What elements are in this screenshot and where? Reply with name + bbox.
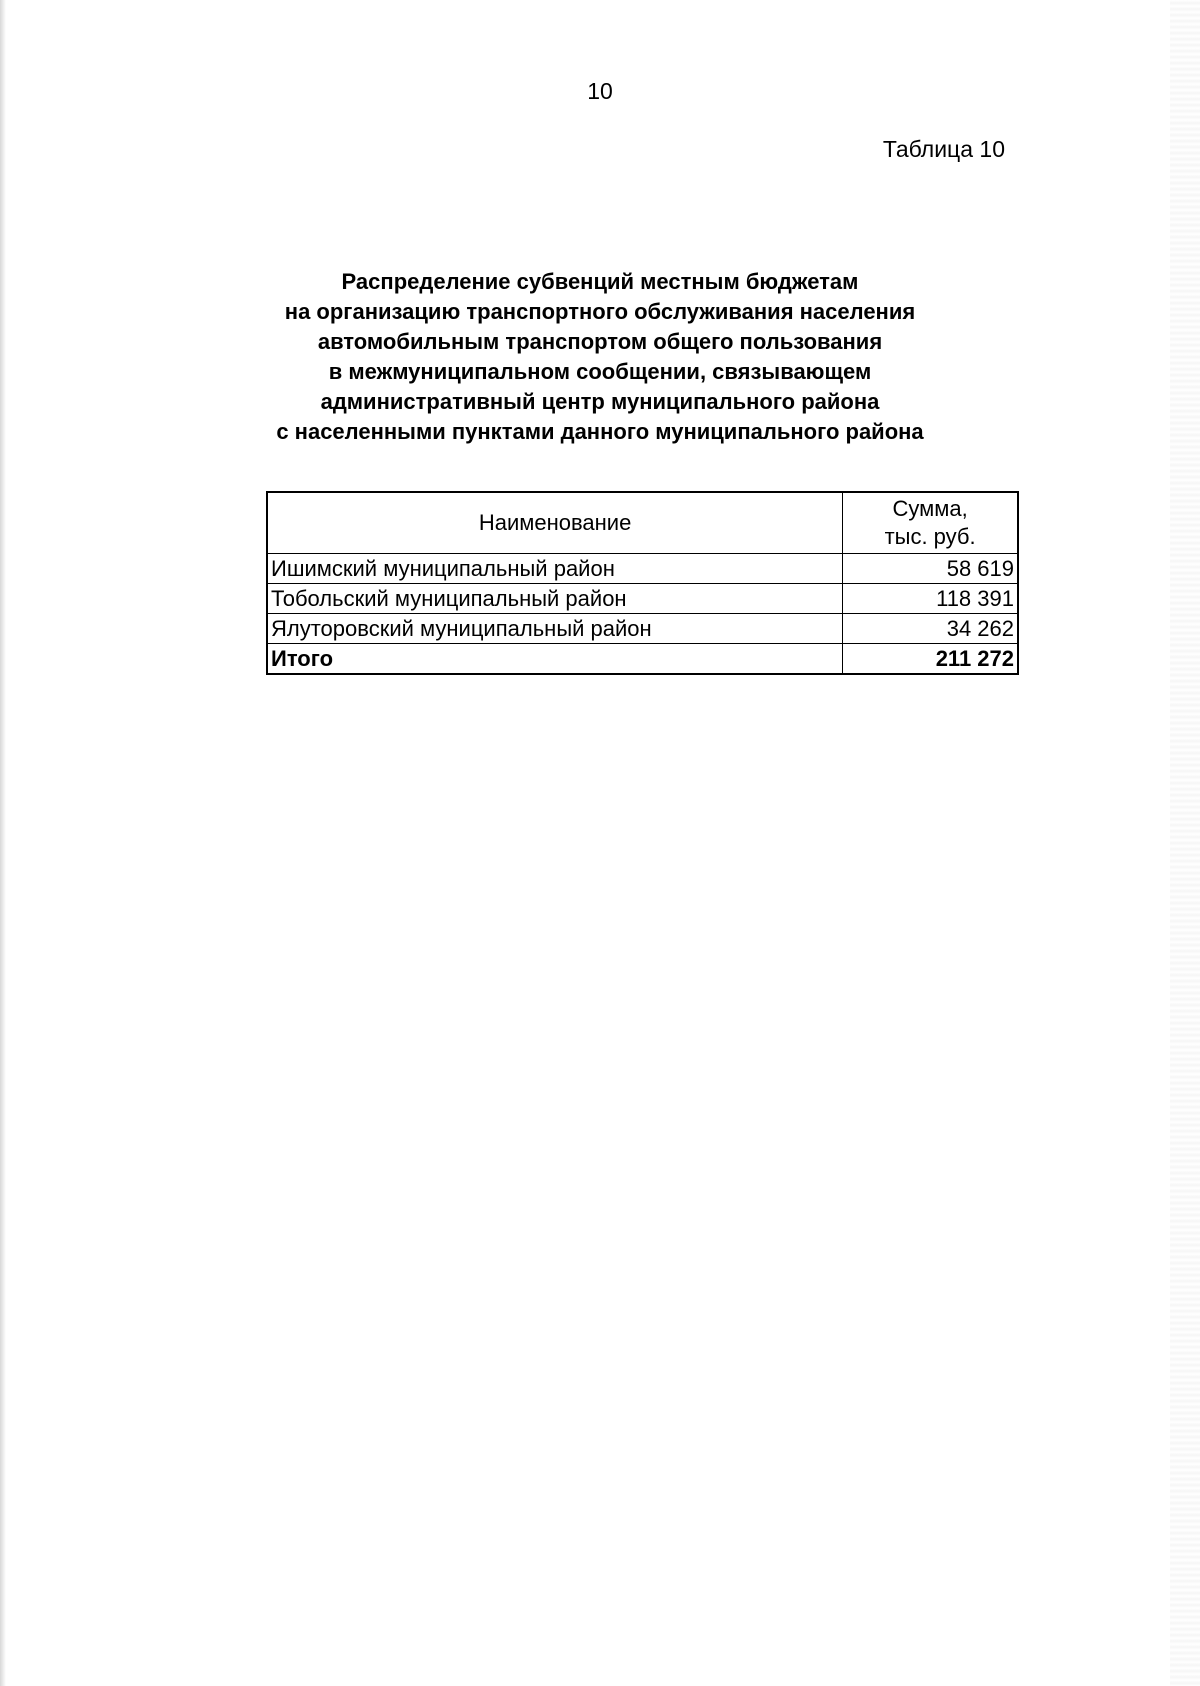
document-title [0, 267, 1200, 447]
header-name: Наименование [267, 492, 843, 554]
row-name: Ялуторовский муниципальный район [267, 614, 843, 644]
header-sum-line1: Сумма, [892, 496, 968, 521]
table-row [267, 554, 1018, 584]
header-sum [843, 492, 1018, 554]
title-line: Распределение субвенций местным бюджетам [341, 269, 859, 294]
row-name: Тобольский муниципальный район [267, 584, 843, 614]
title-line: административный центр муниципального района [320, 389, 880, 414]
total-sum: 211 272 [843, 644, 1018, 675]
subvention-table [266, 491, 1019, 675]
scan-edge-right [1170, 0, 1200, 1686]
header-sum-line2: тыс. руб. [884, 524, 976, 549]
row-sum: 58 619 [843, 554, 1018, 584]
table-header-row [267, 492, 1018, 554]
total-name: Итого [267, 644, 843, 675]
table-row [267, 584, 1018, 614]
title-line: автомобильным транспортом общего пользования [317, 329, 883, 354]
title-line: с населенными пунктами данного муниципального района [276, 419, 924, 444]
row-sum: 34 262 [843, 614, 1018, 644]
page-number: 10 [587, 78, 613, 104]
title-line: на организацию транспортного обслуживания населения [284, 299, 916, 324]
table-row [267, 614, 1018, 644]
row-sum: 118 391 [843, 584, 1018, 614]
table-label: Таблица 10 [882, 136, 1005, 162]
total-row [267, 644, 1018, 675]
scan-edge-left [0, 0, 6, 1686]
title-line: в межмуниципальном сообщении, связывающем [328, 359, 872, 384]
row-name: Ишимский муниципальный район [267, 554, 843, 584]
